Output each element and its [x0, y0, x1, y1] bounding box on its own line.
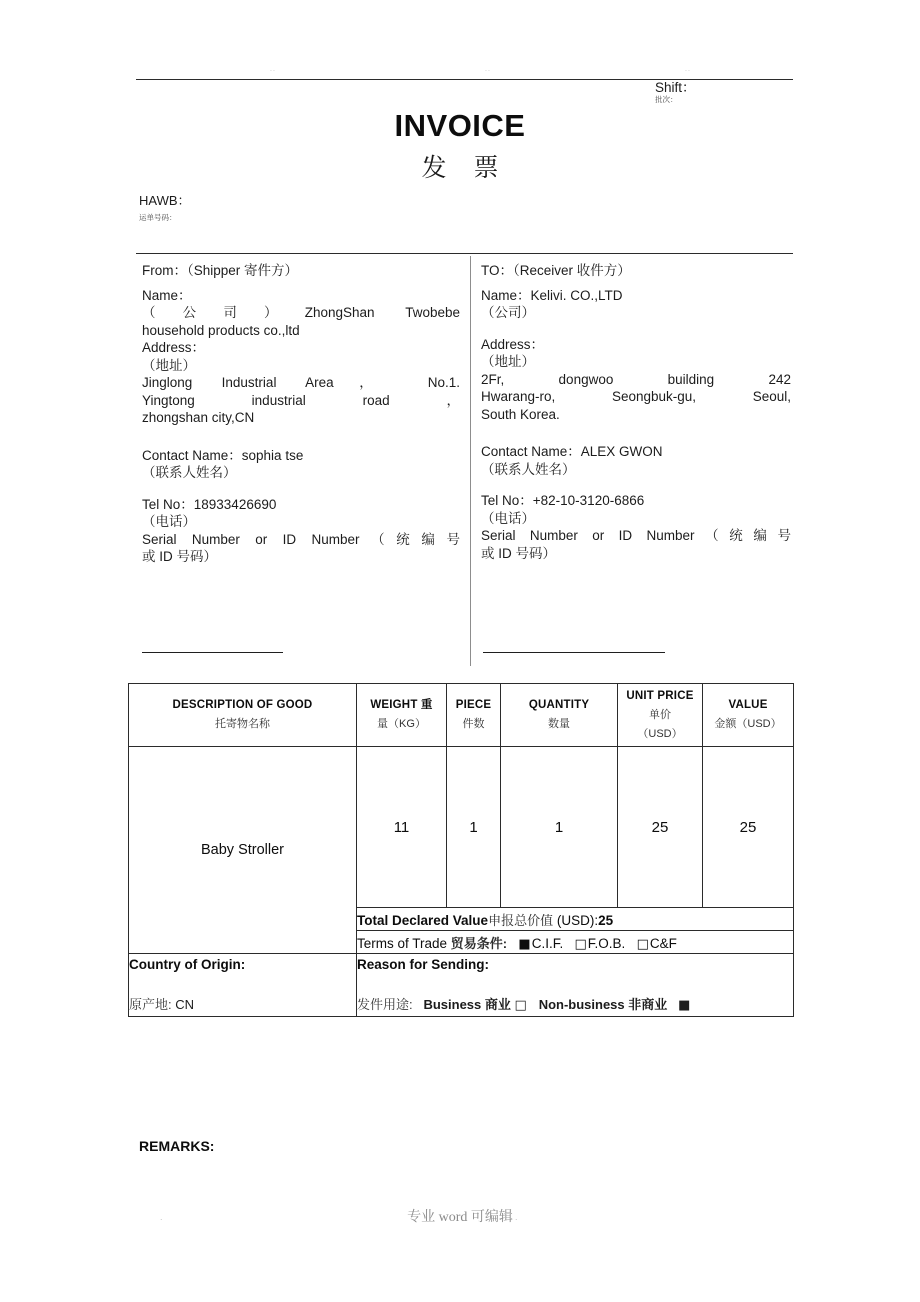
- reason-option-nonbusiness-en: Non-business: [538, 997, 625, 1012]
- shipper-block: [142, 262, 460, 566]
- column-header-description-cn: 托寄物名称: [215, 718, 270, 730]
- shipper-address-line2: [142, 392, 460, 410]
- column-header-unit-price-cn: 单价: [649, 708, 671, 721]
- receiver-heading: TO：（Receiver 收件方）: [481, 263, 631, 278]
- column-header-quantity-cn: 数量: [548, 718, 570, 730]
- origin-label-en: Country of Origin:: [129, 957, 246, 972]
- reason-option-business-cn: 商业: [484, 997, 511, 1012]
- table-header-row: [129, 684, 794, 747]
- footer-watermark: 专业 word 可编辑: [407, 1210, 513, 1225]
- receiver-address-building: dongwoo: [558, 371, 614, 387]
- column-header-piece: [447, 684, 501, 747]
- goods-table: [128, 683, 794, 1017]
- shipper-company-line2: household products co.,ltd: [142, 322, 300, 338]
- page-title: INVOICE: [394, 108, 526, 143]
- shipper-serial-label2: 或 ID 号码）: [142, 549, 218, 564]
- origin-reason-row: [129, 954, 794, 1017]
- checkbox-cf[interactable]: □: [636, 936, 649, 952]
- footer-dot-left: .: [160, 1212, 163, 1222]
- total-currency: (USD):: [556, 912, 599, 928]
- shift-label-en: Shift：: [655, 80, 696, 95]
- origin-value-row: [129, 994, 356, 1013]
- column-header-value-cn: 金额（USD）: [714, 718, 782, 730]
- receiver-address-line2: Hwarang-ro, Seongbuk-gu, Seoul,: [481, 389, 791, 404]
- receiver-company-cn-label: （公司）: [481, 305, 535, 320]
- page-title-cn: 发 票: [421, 154, 509, 182]
- column-header-value: [703, 684, 794, 747]
- reason-label-en: Reason for Sending:: [357, 957, 490, 972]
- origin-value: CN: [175, 997, 195, 1012]
- receiver-address-label: Address：: [481, 336, 545, 352]
- receiver-address-line3: South Korea.: [481, 406, 560, 422]
- column-header-weight-cn: 量（KG）: [377, 718, 426, 730]
- reason-options-row: [357, 994, 793, 1013]
- shipper-address-line3: zhongshan city,CN: [142, 410, 255, 425]
- hawb-label-cn: 运单号码：: [139, 213, 177, 222]
- column-header-piece-en: PIECE: [455, 699, 492, 711]
- checkbox-business[interactable]: □: [514, 998, 527, 1013]
- column-header-weight: [357, 684, 447, 747]
- shift-field: [655, 81, 696, 104]
- total-label-en: Total Declared Value: [357, 912, 489, 928]
- shipper-company-brand: Twobebe: [405, 305, 460, 320]
- column-header-unit-price-en: UNIT PRICE: [626, 689, 694, 702]
- receiver-serial-text: Serial Number or ID Number（统编号: [481, 528, 791, 543]
- shipper-serial-text: Serial Number or ID Number（统编号: [142, 531, 460, 547]
- footer-dot-right: .: [515, 1212, 518, 1222]
- top-tick-left: ..: [270, 66, 276, 73]
- terms-label-en: Terms of Trade: [357, 935, 448, 951]
- origin-label-cn: 原产地:: [129, 997, 172, 1012]
- column-header-quantity-en: QUANTITY: [528, 699, 590, 711]
- table-row: [129, 747, 794, 908]
- remarks-label: REMARKS:: [139, 1138, 215, 1154]
- shipper-address-cn-label: （地址）: [142, 357, 196, 373]
- cell-quantity: 1: [501, 747, 618, 908]
- total-declared-value: [357, 908, 794, 931]
- total-value: 25: [598, 912, 614, 928]
- shipper-address-road: Yingtong industrial road: [142, 392, 390, 408]
- receiver-contact-label: Contact Name：ALEX GWON: [481, 444, 663, 459]
- checkbox-cif[interactable]: ■: [518, 936, 531, 952]
- shift-label-cn: 批次：: [655, 95, 678, 105]
- shipper-company-cn-label: （公司）ZhongShan: [142, 305, 375, 320]
- checkbox-fob[interactable]: □: [574, 936, 587, 952]
- cell-piece: 1: [447, 747, 501, 908]
- receiver-block: [481, 262, 791, 562]
- column-header-piece-cn: 件数: [462, 718, 485, 730]
- reason-option-nonbusiness-cn: 非商业: [628, 997, 668, 1012]
- column-header-description-en: DESCRIPTION OF GOOD: [172, 699, 313, 711]
- reason-option-business-en: Business: [423, 997, 482, 1012]
- column-header-value-en: VALUE: [728, 699, 768, 711]
- cell-description: Baby Stroller: [129, 747, 357, 954]
- shipper-address-comma: ，: [446, 392, 460, 408]
- shipper-address-area: Jinglong Industrial Area，: [142, 375, 399, 390]
- terms-option-cif-label: C.I.F.: [531, 935, 564, 951]
- reason-label-cn: 发件用途:: [357, 997, 413, 1012]
- reason-for-sending-cell: [357, 954, 794, 1017]
- terms-label-cn: 贸易条件:: [450, 935, 508, 951]
- shipper-tel-cn-label: （电话）: [142, 514, 196, 529]
- receiver-name-label: Name：Kelivi. CO.,LTD: [481, 287, 623, 303]
- receiver-signature-line: [483, 652, 665, 653]
- column-header-description: [129, 684, 357, 747]
- checkbox-nonbusiness[interactable]: ■: [678, 998, 691, 1013]
- shipper-company-line1: [142, 304, 460, 322]
- total-label-cn: 申报总价值: [488, 912, 554, 928]
- hawb-label-en: HAWB：: [139, 193, 191, 208]
- terms-option-cf-label: C&F: [649, 935, 677, 951]
- shipper-contact-cn-label: （联系人姓名）: [142, 465, 237, 480]
- cell-weight: 11: [357, 747, 447, 908]
- receiver-serial-label2: 或 ID 号码）: [481, 545, 557, 561]
- shipper-address-line1: [142, 374, 460, 392]
- shipper-tel-label: Tel No：18933426690: [142, 496, 277, 512]
- address-band: [136, 253, 793, 666]
- shipper-name-label: Name：: [142, 287, 192, 303]
- terms-option-fob-label: F.O.B.: [587, 935, 626, 951]
- column-header-quantity: [501, 684, 618, 747]
- receiver-contact-cn-label: （联系人姓名）: [481, 461, 576, 477]
- column-header-unit-price-currency: （USD）: [637, 727, 683, 740]
- shipper-serial-label: [142, 531, 460, 549]
- receiver-serial-label: [481, 527, 791, 545]
- top-tick-center: ..: [485, 66, 491, 73]
- receiver-tel-cn-label: （电话）: [481, 510, 535, 526]
- country-of-origin-cell: [129, 954, 357, 1017]
- shipper-address-label: Address：: [142, 340, 206, 355]
- receiver-address-floor: 2Fr,: [481, 371, 505, 387]
- cell-value: 25: [703, 747, 794, 908]
- shipper-signature-line: [142, 652, 283, 653]
- address-band-divider: [470, 256, 471, 666]
- cell-unit-price: 25: [618, 747, 703, 908]
- receiver-tel-label: Tel No：+82-10-3120-6866: [481, 493, 645, 508]
- terms-of-trade: [357, 931, 794, 954]
- shipper-contact-label: Contact Name：sophia tse: [142, 447, 304, 463]
- top-tick-right: ..: [685, 66, 691, 73]
- shipper-heading: From：（Shipper 寄件方）: [142, 263, 299, 278]
- column-header-unit-price: [618, 684, 703, 747]
- shipper-address-no: No.1.: [427, 375, 460, 390]
- column-header-weight-en: WEIGHT 重: [370, 699, 433, 711]
- receiver-address-line1: [481, 371, 791, 389]
- receiver-address-cn-label: （地址）: [481, 354, 535, 369]
- receiver-address-number: building 242: [667, 371, 791, 387]
